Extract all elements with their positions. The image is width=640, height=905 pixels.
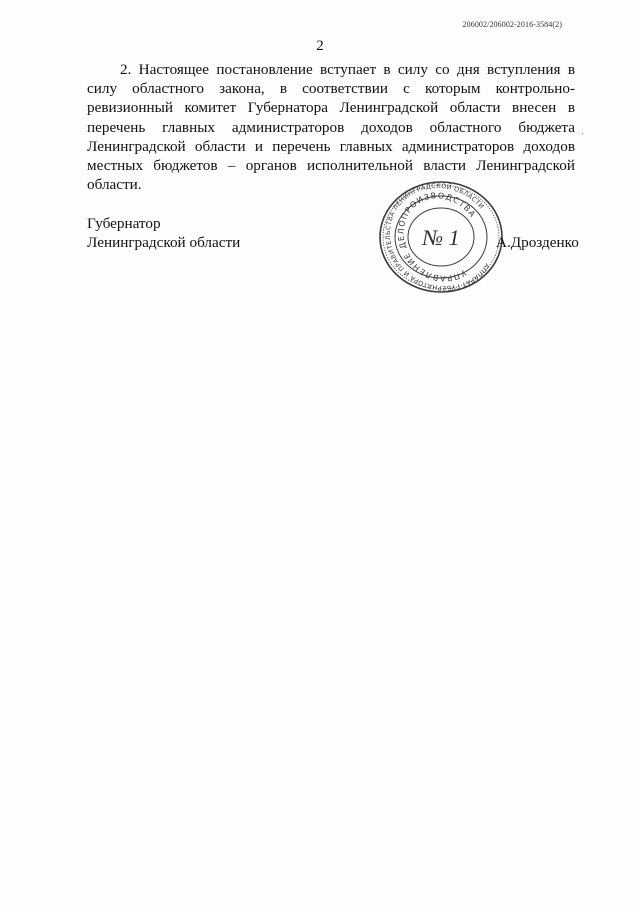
office-seal-stamp: [378, 181, 504, 293]
stamp-graphic: [378, 181, 504, 293]
signer-title: [87, 214, 240, 252]
stamp-number: № 1: [422, 225, 460, 250]
body-paragraph: 2. Настоящее постановление вступает в силу со дня вступления в силу областного закона, в соответствии с которым контрольно-ревизионный комитет Губернатора Ленинградской области внесен в перечень главных администраторов доходов областного бюджета Ленинградской области и перечень главных администраторов доходов местных бюджетов – органов исполнительной власти Ленинградской области.: [87, 61, 575, 194]
scan-speck: [582, 133, 583, 134]
signer-name: А.Дрозденко: [496, 234, 579, 251]
stamp-outer-text: АППАРАТ ГУБЕРНАТОРА И ПРАВИТЕЛЬСТВА ЛЕНИНГРАДСКОЙ ОБЛАСТИ: [383, 181, 492, 293]
document-code: 206002/206002-2016-3584(2): [462, 20, 562, 29]
stamp-inner-text: УПРАВЛЕНИЕ ДЕЛОПРОИЗВОДСТВА: [396, 191, 478, 283]
signer-title-line-2: Ленинградской области: [87, 234, 241, 252]
page-number: 2: [316, 38, 324, 54]
signer-title-line-1: Губернатор: [87, 215, 161, 232]
